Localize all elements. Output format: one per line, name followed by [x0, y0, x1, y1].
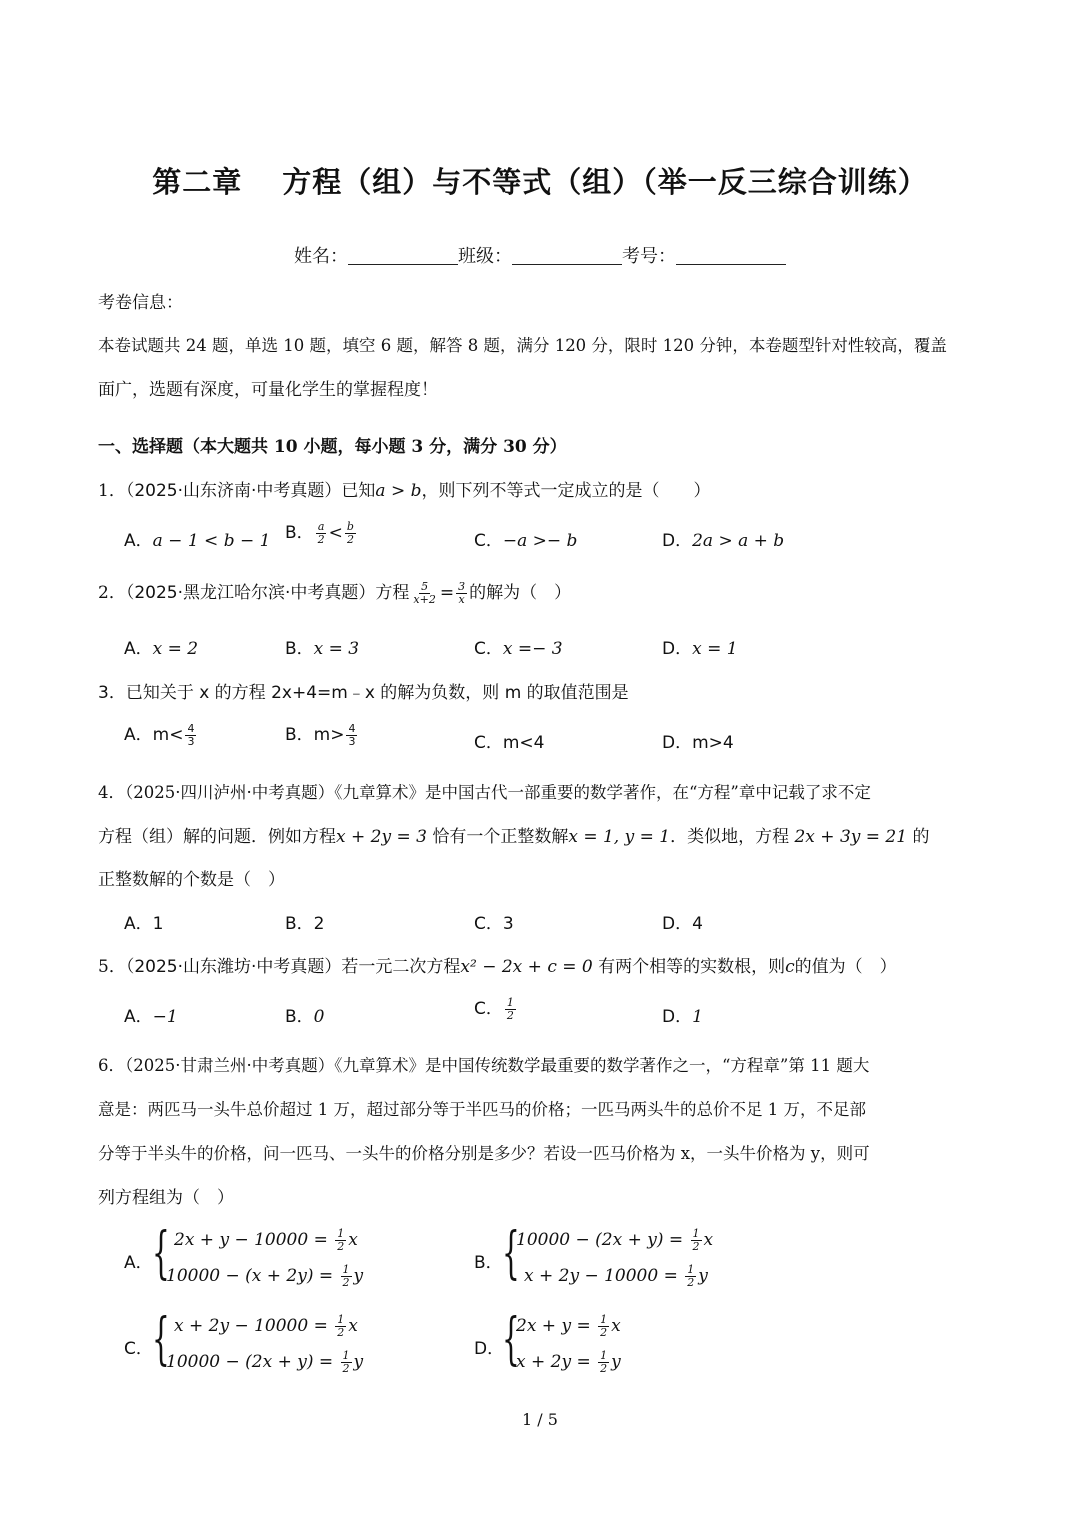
math-text: B． — [285, 639, 314, 659]
q6-option-d[interactable] — [474, 1308, 794, 1380]
math-text: y — [353, 1352, 364, 1372]
info-label: 考卷信息： — [98, 293, 183, 313]
math-text: 1 — [342, 1349, 350, 1363]
math-text: 2 — [317, 533, 325, 546]
math-text — [685, 1264, 696, 1288]
question-6-line-2: 意是：两匹马一头牛总价超过 1 万，超过部分等于半匹马的价格；一匹马两头牛的总价不足 1 万，不足部 — [98, 1100, 866, 1119]
question-4-line-1: 4．（2025·四川泸州·中考真题）《九章算术》是中国古代一部重要的数学著作，在“方程”章中记载了求不定 — [98, 783, 871, 802]
math-text: 10000 − (2x + y) = — [516, 1230, 684, 1250]
math-text: x — [348, 1230, 358, 1250]
question-5 — [98, 952, 897, 977]
q5-option-b[interactable] — [285, 1002, 325, 1027]
number-label: 考号： — [622, 246, 676, 267]
q5-option-c[interactable] — [474, 994, 518, 1022]
math-text: 1 — [600, 1313, 608, 1327]
math-text: 方程（组）解的问题．例如方程 — [98, 827, 336, 847]
question-2: 2．（2025·黑龙江哈尔滨·中考真题）方程 $\frac{5}{x+2}$ = $\frac{3}{x}$ 的解为（ ） — [98, 580, 572, 606]
q4-option-b[interactable] — [285, 909, 325, 934]
math-text — [341, 1350, 352, 1374]
math-text: x = 3 — [313, 639, 360, 659]
math-text: A． — [124, 1253, 153, 1273]
q3-option-c[interactable] — [474, 728, 545, 753]
fraction — [411, 581, 437, 605]
brace-icon: { — [152, 1221, 170, 1286]
math-text: 1 — [342, 1263, 350, 1277]
q6-option-c[interactable] — [124, 1308, 444, 1380]
math-text: x — [348, 1316, 358, 1336]
q6-option-a[interactable] — [124, 1222, 444, 1294]
math-text: m< — [152, 725, 184, 745]
math-text: 若一元二次方程 — [341, 957, 461, 977]
question-3: 3．已知关于 x 的方程 2x+4=m﹣x 的解为负数，则 m 的取值范围是 — [98, 683, 629, 703]
math-text: 2 — [342, 1362, 350, 1375]
fraction — [185, 723, 196, 747]
q3-option-b[interactable] — [285, 720, 359, 747]
info-line-2: 面广，选题有深度，可量化学生的掌握程度！ — [98, 380, 438, 400]
math-text — [341, 1264, 352, 1288]
math-text: B． — [474, 1253, 503, 1273]
q2-option-c[interactable] — [474, 634, 563, 659]
question-6-line-1: 6．（2025·甘肃兰州·中考真题）《九章算术》是中国传统数学最重要的数学著作之一，“方程章”第 11 题大 — [98, 1056, 870, 1075]
math-text: ．类似地，方程 — [670, 827, 795, 847]
brace-icon: { — [502, 1307, 520, 1372]
fraction — [346, 723, 357, 747]
math-text: D． — [474, 1339, 505, 1359]
math-text: B． — [285, 914, 314, 934]
q2-option-a[interactable] — [124, 634, 198, 659]
q4-option-d[interactable] — [662, 909, 703, 934]
math-text: 5． — [98, 957, 126, 977]
math-text: x + 2y − 10000 = — [174, 1316, 328, 1336]
q1-option-c[interactable]: C．−a >− b — [474, 531, 578, 551]
q1-option-d[interactable]: D．2a > a + b — [662, 531, 785, 551]
page-number: 1 / 5 — [522, 1410, 558, 1429]
math-text: 的 — [907, 827, 930, 847]
brace-icon: { — [502, 1221, 520, 1286]
math-text: C． — [124, 1339, 153, 1359]
math-text: 3 — [502, 914, 514, 934]
math-text: 2 — [692, 1240, 700, 1253]
q3-option-d[interactable] — [662, 728, 734, 753]
math-text: D． — [662, 1007, 693, 1027]
math-text: −1 — [152, 1007, 178, 1027]
q5-option-a[interactable] — [124, 1002, 178, 1027]
fraction — [345, 521, 356, 545]
fraction — [316, 521, 327, 545]
math-text: 2x + 3y = 21 — [794, 827, 908, 847]
math-text: 10000 − (x + 2y) = — [166, 1266, 334, 1286]
math-text — [335, 1228, 346, 1252]
q4-option-a[interactable] — [124, 909, 163, 934]
math-text — [598, 1350, 609, 1374]
math-text: A． — [124, 639, 153, 659]
q5-option-d[interactable] — [662, 1002, 703, 1027]
math-text: D． — [662, 733, 693, 753]
page-title: 第二章 方程（组）与不等式（组）（举一反三综合训练） — [152, 165, 928, 199]
math-text: x — [703, 1230, 714, 1250]
math-text: 1 — [337, 1313, 345, 1327]
math-text: y — [353, 1266, 364, 1286]
question-6-line-3: 分等于半头牛的价格，问一匹马、一头牛的价格分别是多少？若设一匹马价格为 x，一头牛价格为 y，则可 — [98, 1144, 870, 1163]
number-blank[interactable] — [676, 244, 786, 265]
math-text: 1 — [600, 1349, 608, 1363]
math-text: 5 — [421, 580, 429, 594]
math-text: 1 — [337, 1227, 345, 1241]
math-text: （2025·山东潍坊·中考真题） — [125, 957, 342, 977]
math-text: x — [458, 593, 465, 606]
math-text: x + 2y = — [516, 1352, 591, 1372]
math-text: 2x + y − 10000 = — [174, 1230, 328, 1250]
math-text: C． — [474, 914, 503, 934]
math-text: A． — [124, 914, 153, 934]
math-text: 2x + y = — [516, 1316, 591, 1336]
math-text: 2 — [313, 914, 325, 934]
math-text: B． — [285, 1007, 314, 1027]
question-4-line-2 — [98, 822, 929, 847]
math-text: 2 — [346, 533, 354, 546]
math-text: 2 — [342, 1276, 350, 1289]
math-text — [691, 1228, 702, 1252]
math-text: 2 — [506, 1009, 514, 1022]
math-text: 2 — [687, 1276, 695, 1289]
math-text: 2 — [600, 1326, 608, 1339]
math-text: 1 — [506, 996, 514, 1010]
q4-option-c[interactable] — [474, 909, 514, 934]
math-text: x + 2y = 3 — [336, 827, 427, 847]
q6-option-b[interactable] — [474, 1222, 794, 1294]
q2-option-d[interactable] — [662, 634, 738, 659]
math-text: x² − 2x + c = 0 — [460, 957, 593, 977]
math-text: x = 1 — [692, 639, 738, 659]
math-text: A． — [124, 725, 153, 745]
math-text: 0 — [313, 1007, 325, 1027]
q1-option-b[interactable]: B． $\frac{a}{2}$ < $\frac{b}{2}$ — [285, 520, 354, 546]
math-text: 3 — [348, 734, 356, 748]
math-text: D． — [662, 914, 693, 934]
math-text: 4 — [187, 721, 195, 735]
math-text: y — [611, 1352, 621, 1372]
math-text: c — [785, 957, 795, 977]
math-text: D． — [662, 639, 693, 659]
math-text: B． — [285, 725, 314, 745]
math-text: x = 2 — [152, 639, 199, 659]
math-text: x+2 — [413, 593, 436, 606]
brace-icon: { — [152, 1307, 170, 1372]
math-text: b — [346, 520, 354, 534]
math-text: 4 — [348, 721, 356, 735]
student-fields — [0, 242, 1080, 268]
q1-option-a[interactable]: A．a − 1 < b − 1 — [124, 531, 271, 551]
math-text: 1 — [692, 1007, 703, 1027]
section-heading: 一、选择题（本大题共 10 小题，每小题 3 分，满分 30 分） — [98, 437, 567, 457]
math-text: m>4 — [692, 733, 734, 753]
fraction — [505, 997, 516, 1021]
math-text: 4 — [692, 914, 703, 934]
math-text: x =− 3 — [502, 639, 563, 659]
name-blank[interactable] — [348, 244, 458, 265]
class-blank[interactable] — [512, 244, 622, 265]
math-text: x — [611, 1316, 621, 1336]
math-text: C． — [474, 639, 503, 659]
math-text: x + 2y − 10000 = — [524, 1266, 678, 1286]
math-text: m> — [313, 725, 345, 745]
math-text: m<4 — [502, 733, 545, 753]
math-text: 1 — [687, 1263, 695, 1277]
math-text: y — [698, 1266, 708, 1286]
math-text: 恰有一个正整数解 — [426, 827, 569, 847]
math-text: C． — [474, 999, 503, 1019]
name-label: 姓名： — [294, 246, 348, 267]
math-text — [598, 1314, 609, 1338]
question-6-line-4: 列方程组为（ ） — [98, 1188, 234, 1208]
math-text: 3 — [187, 734, 195, 748]
math-text: 1 — [692, 1227, 700, 1241]
math-text: 有两个相等的实数根，则 — [592, 957, 786, 977]
math-text: 3 — [458, 580, 466, 594]
math-text: 的值为（ ） — [794, 957, 897, 977]
math-text: a — [317, 520, 325, 534]
class-label: 班级： — [458, 246, 512, 267]
math-text: 2 — [600, 1362, 608, 1375]
math-text: 10000 − (2x + y) = — [166, 1352, 334, 1372]
math-text: C． — [474, 733, 503, 753]
math-text: A． — [124, 1007, 153, 1027]
info-line-1: 本卷试题共 24 题，单选 10 题，填空 6 题，解答 8 题，满分 120 分，限时 120 分钟，本卷题型针对性较高，覆盖 — [98, 336, 947, 355]
math-text: 1 — [152, 914, 164, 934]
math-text: 2 — [337, 1240, 345, 1253]
fraction — [456, 581, 467, 605]
q2-option-b[interactable] — [285, 634, 359, 659]
q3-option-a[interactable] — [124, 720, 198, 747]
math-text: x = 1, y = 1 — [568, 827, 671, 847]
question-4-line-3: 正整数解的个数是（ ） — [98, 870, 285, 890]
math-text — [335, 1314, 346, 1338]
math-text: 2 — [337, 1326, 345, 1339]
question-1: 1．（2025·山东济南·中考真题）已知a > b，则下列不等式一定成立的是（ ） — [98, 481, 711, 501]
